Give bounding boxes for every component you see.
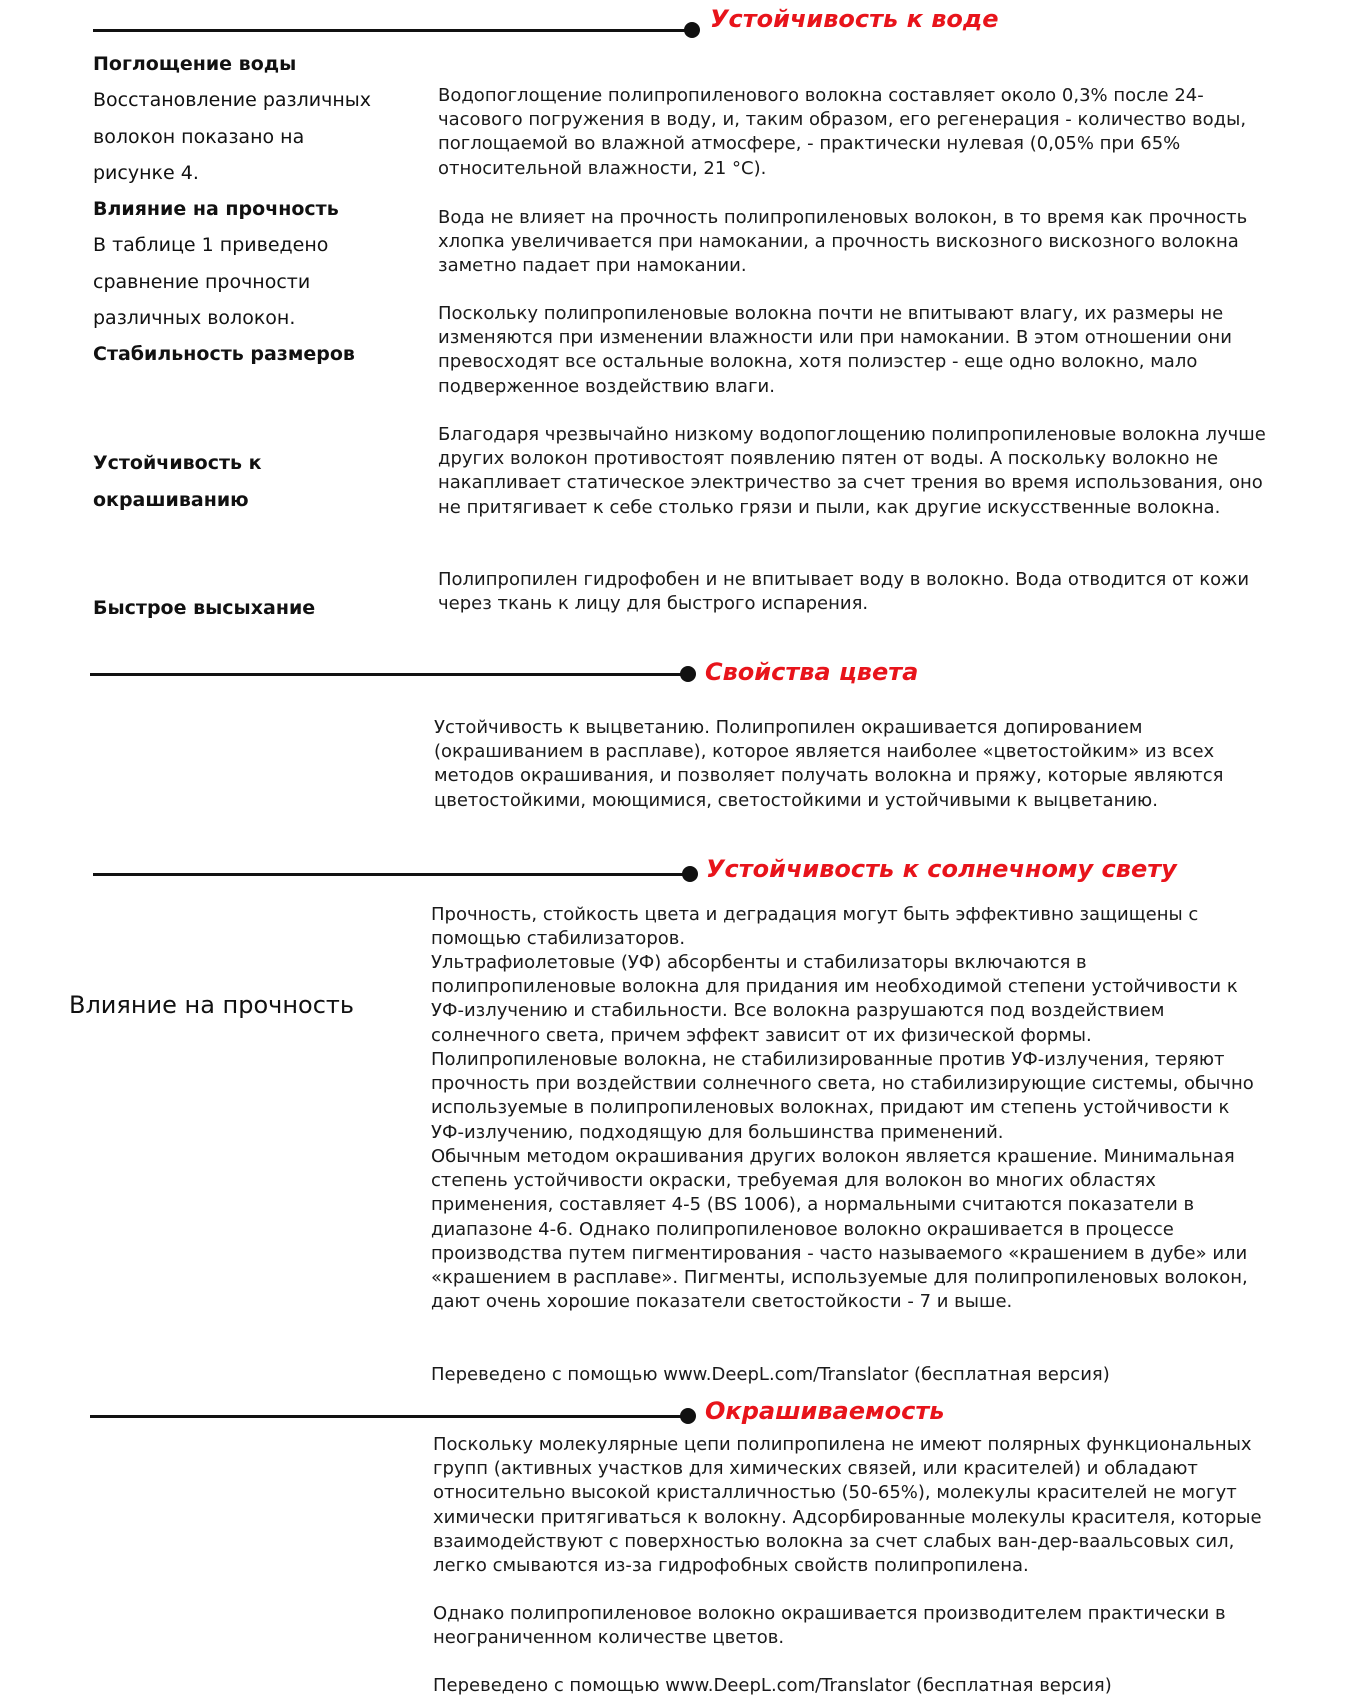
sunlight-translator-note: Переведено с помощью www.DeepL.com/Translator (бесплатная версия) xyxy=(431,1364,1110,1385)
dyeability-paragraph-2: Однако полипропиленовое волокно окрашивается производителем практически в неограниченном количестве цветов. xyxy=(433,1603,1226,1649)
side-label-dimensional-stability: Стабильность размеров xyxy=(93,343,355,365)
dyeability-translator-note: Переведено с помощью www.DeepL.com/Translator (бесплатная версия) xyxy=(433,1675,1112,1696)
section-bullet-water xyxy=(684,22,700,38)
side-label-water-absorption: Поглощение воды xyxy=(93,53,297,75)
water-paragraph-5: Полипропилен гидрофобен и не впитывает воду в волокно. Вода отводится от кожи через ткань к лицу для быстрого испарения. xyxy=(438,569,1250,615)
section-title-water: Устойчивость к воде xyxy=(710,5,999,33)
section-title-sunlight: Устойчивость к солнечному свету xyxy=(706,855,1177,883)
section-divider-sunlight xyxy=(93,873,693,876)
side-label-stain-resistance: Устойчивость к окрашиванию xyxy=(93,452,262,511)
water-paragraph-1: Водопоглощение полипропиленового волокна составляет около 0,3% после 24-часового погружения в воду, и, таким образом, его регенерация - количество воды, поглощаемой во влажной атмосфере, - практически нулевая (0,05% при 65% относительной влажности, 21 °C). xyxy=(438,85,1247,179)
water-paragraph-2: Вода не влияет на прочность полипропиленовых волокон, в то время как прочность хлопка увеличивается при намокании, а прочность вискозного вискозного волокна заметно падает при намокании. xyxy=(438,207,1248,277)
color-paragraph-1: Устойчивость к выцветанию. Полипропилен окрашивается допированием (окрашиванием в расплаве), которое является наиболее «цветостойким» из всех методов окрашивания, и позволяет получать волокна и пряжу, которые являются цветостойкими, моющимися, светостойкими и устойчивыми к выцветанию. xyxy=(434,717,1224,811)
section-divider-color xyxy=(90,673,690,676)
section-title-dyeability: Окрашиваемость xyxy=(705,1397,945,1425)
side-label-strength-effect: Влияние на прочность xyxy=(93,198,339,220)
water-paragraph-4: Благодаря чрезвычайно низкому водопоглощению полипропиленовые волокна лучше других волокон противостоят появлению пятен от воды. А поскольку волокно не накапливает статическое электричество за счет трения во время использования, оно не притягивает к себе столько грязи и пыли, как другие искусственные волокна. xyxy=(438,424,1266,518)
sunlight-paragraph-1: Прочность, стойкость цвета и деградация могут быть эффективно защищены с помощью стабилизаторов. xyxy=(431,904,1199,950)
section-divider-water xyxy=(93,29,693,32)
dyeability-paragraph-1: Поскольку молекулярные цепи полипропилена не имеют полярных функциональных групп (активных участков для химических связей, или красителей) и обладают относительно высокой кристалличностью (50-65%), молекулы красителей не могут химически притягиваться к волокну. Адсорбированные молекулы красителя, которые взаимодействуют с поверхностью волокна за счет слабых ван-дер-ваальсовых сил, легко смываются из-за гидрофобных свойств полипропилена. xyxy=(433,1434,1262,1577)
sunlight-paragraph-4: Обычным методом окрашивания других волокон является крашение. Минимальная степень устойчивости окраски, требуемая для волокон во многих областях применения, составляет 4-5 (BS 1006), а нормальными считаются показатели в диапазоне 4-6. Однако полипропиленовое волокно окрашивается в процессе производства путем пигментирования - часто называемого «крашением в дубе» или «крашением в расплаве». Пигменты, используемые для полипропиленовых волокон, дают очень хорошие показатели светостойкости - 7 и выше. xyxy=(431,1146,1248,1313)
section-bullet-sunlight xyxy=(682,866,698,882)
sunlight-paragraph-2: Ультрафиолетовые (УФ) абсорбенты и стабилизаторы включаются в полипропиленовые волокна для придания им необходимой степени устойчивости к УФ-излучению и стабильности. Все волокна разрушаются под воздействием солнечного света, причем эффект зависит от их физической формы. xyxy=(431,952,1238,1046)
section-title-color: Свойства цвета xyxy=(705,658,919,686)
side-label-table-note: В таблице 1 приведено сравнение прочности различных волокон. xyxy=(93,234,329,329)
side-label-quick-drying: Быстрое высыхание xyxy=(93,597,316,619)
section-divider-dyeability xyxy=(90,1415,690,1418)
section-bullet-dyeability xyxy=(680,1408,696,1424)
sunlight-paragraph-3: Полипропиленовые волокна, не стабилизированные против УФ-излучения, теряют прочность при воздействии солнечного света, но стабилизирующие системы, обычно используемые в полипропиленовых волокнах, придают им степень устойчивости к УФ-излучению, подходящую для большинства применений. xyxy=(431,1049,1254,1143)
side-label-regain-note: Восстановление различных волокон показано на рисунке 4. xyxy=(93,89,372,184)
section-bullet-color xyxy=(680,666,696,682)
side-label-sunlight-strength: Влияние на прочность xyxy=(69,991,355,1019)
water-paragraph-3: Поскольку полипропиленовые волокна почти не впитывают влагу, их размеры не изменяются при изменении влажности или при намокании. В этом отношении они превосходят все остальные волокна, хотя полиэстер - еще одно волокно, мало подверженное воздействию влаги. xyxy=(438,303,1232,397)
